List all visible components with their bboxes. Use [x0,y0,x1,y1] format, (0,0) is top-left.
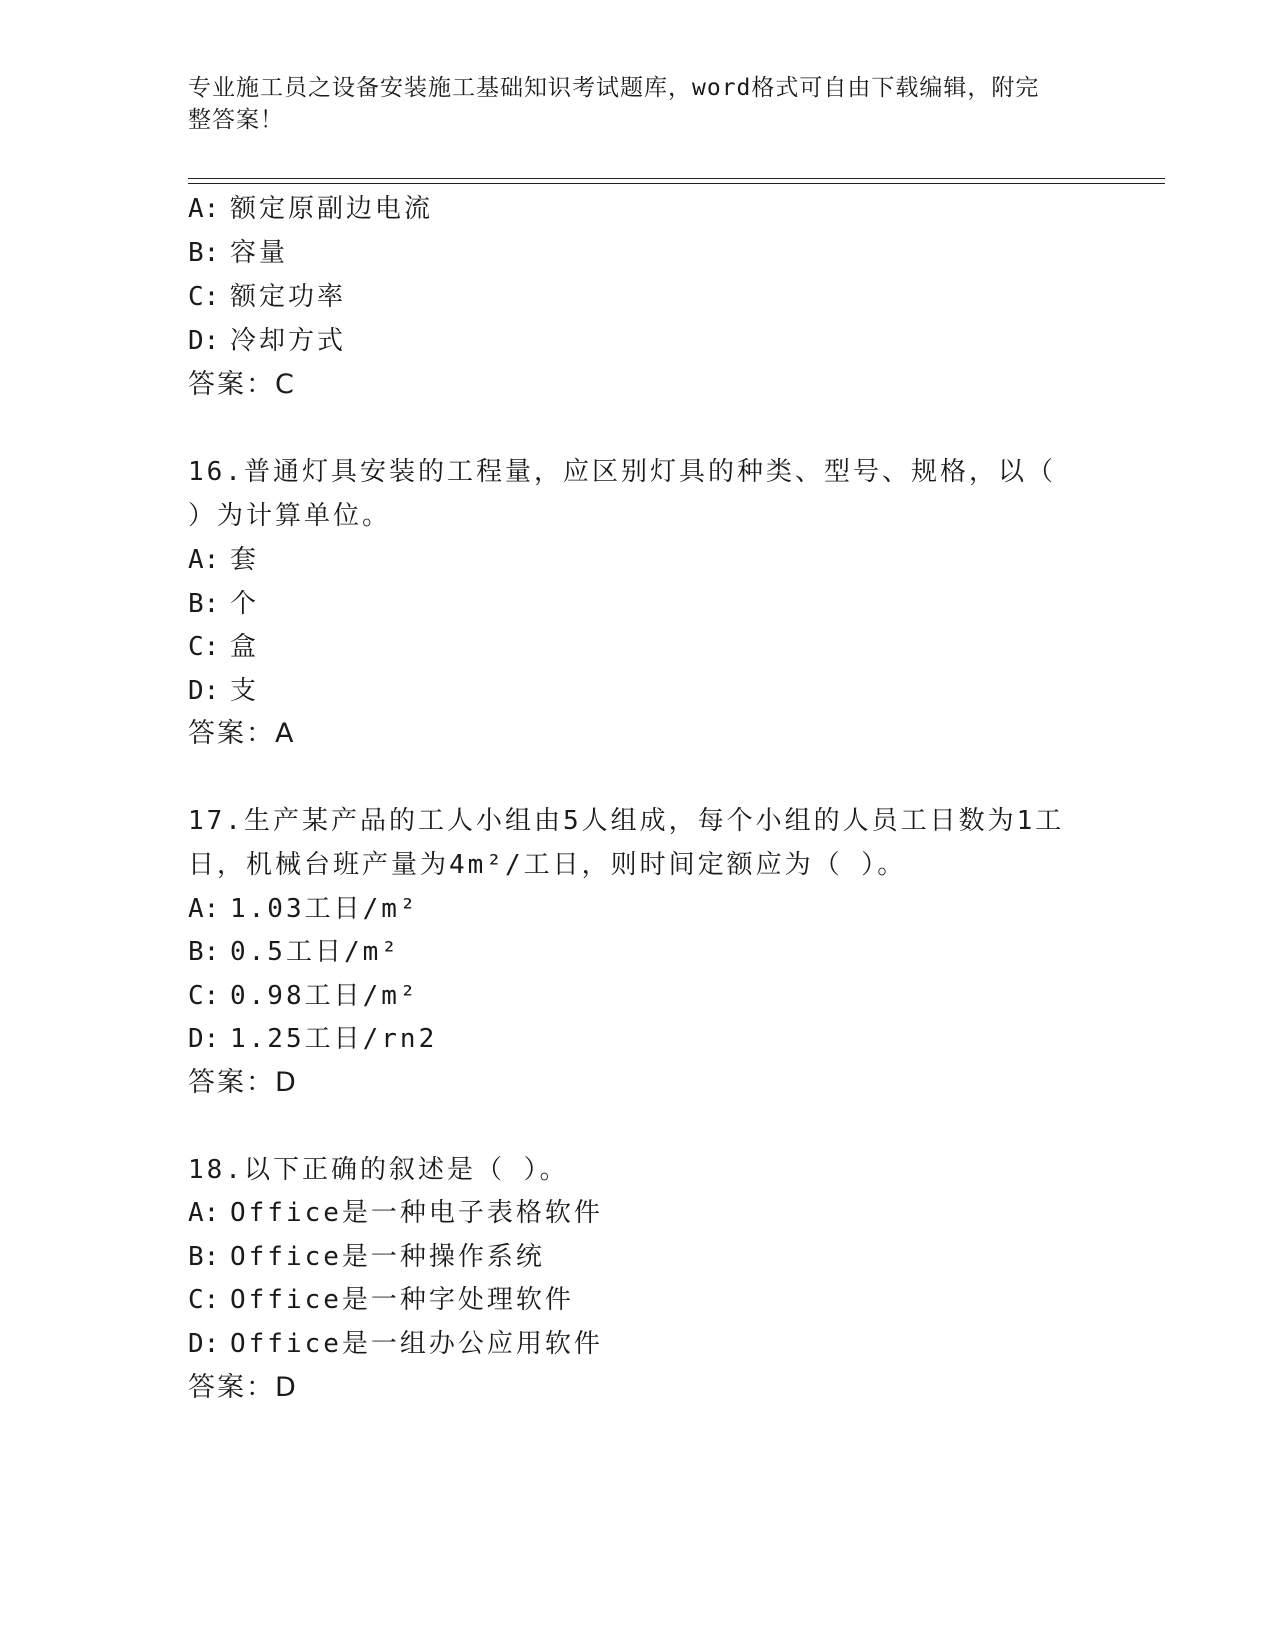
q18-stem-line-1: 18.以下正确的叙述是（ ）。 [188,1155,569,1185]
q17-stem-line-1: 17.生产某产品的工人小组由5人组成，每个小组的人员工日数为1工 [188,806,1065,836]
q17-option-d: D: 1.25工日/rn2 [188,1024,438,1054]
q18-option-a: A: Office是一种电子表格软件 [188,1198,603,1228]
q16-stem-line-2: ）为计算单位。 [188,501,392,531]
q16-option-a: A: 套 [188,545,260,575]
q16-option-c: C: 盒 [188,632,260,662]
q16-stem-line-1: 16.普通灯具安装的工程量，应区别灯具的种类、型号、规格，以（ [188,457,1056,487]
q16-option-d: D: 支 [188,676,260,706]
header-line-2: 整答案！ [188,107,284,133]
q17-answer: 答案：D [188,1067,298,1098]
q17-option-a: A: 1.03工日/m² [188,894,419,924]
q16-answer: 答案：A [188,718,296,749]
q15-option-d: D: 冷却方式 [188,326,347,356]
header-divider-bottom [188,183,1165,184]
q18-option-c: C: Office是一种字处理软件 [188,1285,574,1315]
q17-option-c: C: 0.98工日/m² [188,981,419,1011]
q15-answer: 答案：C [188,369,296,400]
q16-option-b: B: 个 [188,589,260,619]
q15-option-a: A: 额定原副边电流 [188,194,434,224]
document-header [188,72,1088,136]
q18-option-d: D: Office是一组办公应用软件 [188,1329,603,1359]
header-divider-top [188,178,1165,179]
q17-stem-line-2: 日，机械台班产量为4m²/工日，则时间定额应为（ ）。 [188,850,907,880]
q15-option-b: B: 容量 [188,238,289,268]
q18-answer: 答案：D [188,1372,298,1403]
header-line-1: 专业施工员之设备安装施工基础知识考试题库，word格式可自由下载编辑，附完 [188,75,1040,101]
q17-option-b: B: 0.5工日/m² [188,937,400,967]
q15-option-c: C: 额定功率 [188,282,347,312]
q18-option-b: B: Office是一种操作系统 [188,1242,545,1272]
